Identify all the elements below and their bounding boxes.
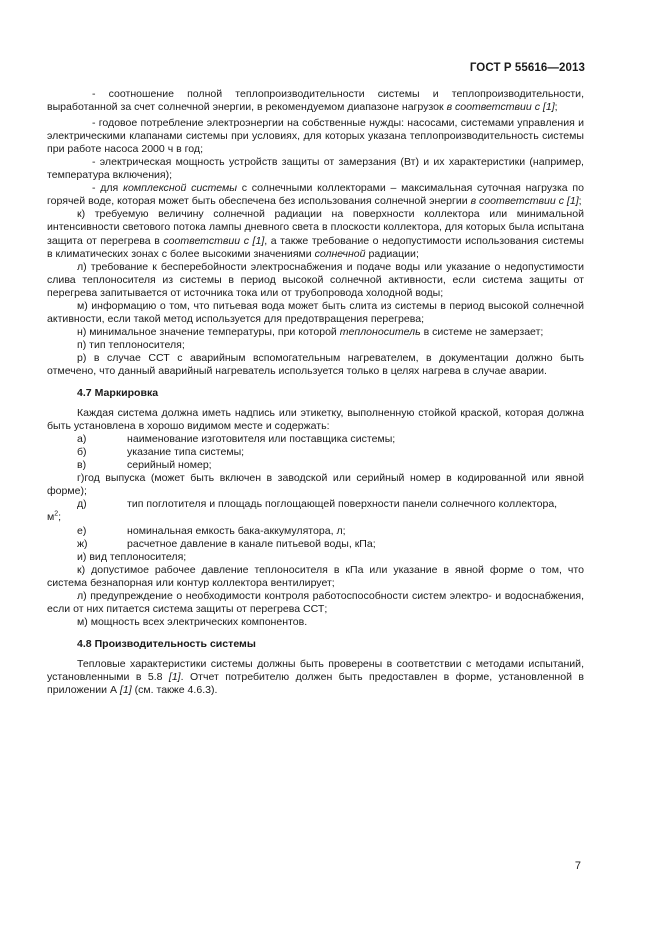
list-item: г)год выпуска (может быть включен в заводской или серийный номер в кодированной или явной форме); [47,472,584,498]
list-item: - годовое потребление электроэнергии на собственные нужды: насосами, системами управления и электрическими клапанами системы при условиях, для которых указана теплопроизводительность системы при работе насоса 2000 ч в год; [47,117,584,156]
list-item: е) номинальная емкость бака-аккумулятора, л; [77,524,346,537]
list-item: - соотношение полной теплопроизводительности системы и теплопроизводительности, выработанной за счет солнечной энергии, в рекомендуемом диапазоне нагрузок в соответствии с [1]; [47,88,584,114]
section-body: Тепловые характеристики системы должны быть проверены в соответствии с методами испытаний, установленными в 5.8 [1]. Отчет потребителю должен быть предоставлен в форме, установленной в приложении А [1] (см. также 4.6.3). [47,657,584,697]
list-item: д) тип поглотителя и площадь поглощающей поверхности панели солнечного коллектора, [77,498,558,511]
list-item: ж) расчетное давление в канале питьевой воды, кПа; [77,537,376,550]
page-content [47,88,584,697]
page-number: 7 [574,860,581,872]
section-heading: 4.7 Маркировка [77,387,159,400]
document-code: ГОСТ Р 55616—2013 [469,62,585,74]
list-item: к) допустимое рабочее давление теплоносителя в кПа или указание в явной форме о том, что система безнапорная или контур коллектора вентилирует; [47,563,584,589]
list-item: р) в случае ССТ с аварийным вспомогательным нагревателем, в документации должно быть отмечено, что данный аварийный нагреватель используется только в целях нагрева в случае аварии. [47,351,584,377]
list-item: п) тип теплоносителя; [77,338,185,351]
section-intro: Каждая система должна иметь надпись или этикетку, выполненную стойкой краской, которая должна быть установлена в хорошо видимом месте и содержать: [47,407,584,433]
section-heading: 4.8 Производительность системы [77,637,256,650]
list-item: б) указание типа системы; [77,446,245,459]
list-item-continuation: $м^2$; [47,510,62,524]
list-item: м) информацию о том, что питьевая вода может быть слита из системы в период высокой солнечной активности, если такой метод используется для предотвращения перегрева; [47,299,584,325]
list-item: в) серийный номер; [77,459,212,472]
list-item: - электрическая мощность устройств защиты от замерзания (Вт) и их характеристики (например, температура включения); [47,156,584,182]
list-item: л) предупреждение о необходимости контроля работоспособности систем электро- и водоснабжения, если от них питается система защиты от перегрева ССТ; [47,589,584,615]
list-item: л) требование к бесперебойности электроснабжения и подаче воды или указание о недопустимости слива теплоносителя из системы в период высокой солнечной активности, если система защиты от перегрева запитывается от источника тока или от трубопровода холодной воды; [47,260,584,299]
list-item: и) вид теплоносителя; [77,550,187,563]
list-item: м) мощность всех электрических компонентов. [77,615,308,628]
list-item: к) требуемую величину солнечной радиации на поверхности коллектора или минимальной интенсивности светового потока лампы дневного света в плоскости коллектора, для которых была испытана защита от перегрева в соответствии с [1], а также требование о недопустимости использования системы в климатических зонах с более высокими значениями солнечной радиации; [47,208,585,260]
list-item: а) наименование изготовителя или поставщика системы; [77,433,396,446]
list-item: - для комплексной системы с солнечными коллекторами – максимальная суточная нагрузка по горячей воде, которая может быть обеспечена без использования солнечной энергии в соответствии с [1]; [47,182,584,208]
list-item: н) минимальное значение температуры, при которой теплоноситель в системе не замерзает; [77,325,544,338]
